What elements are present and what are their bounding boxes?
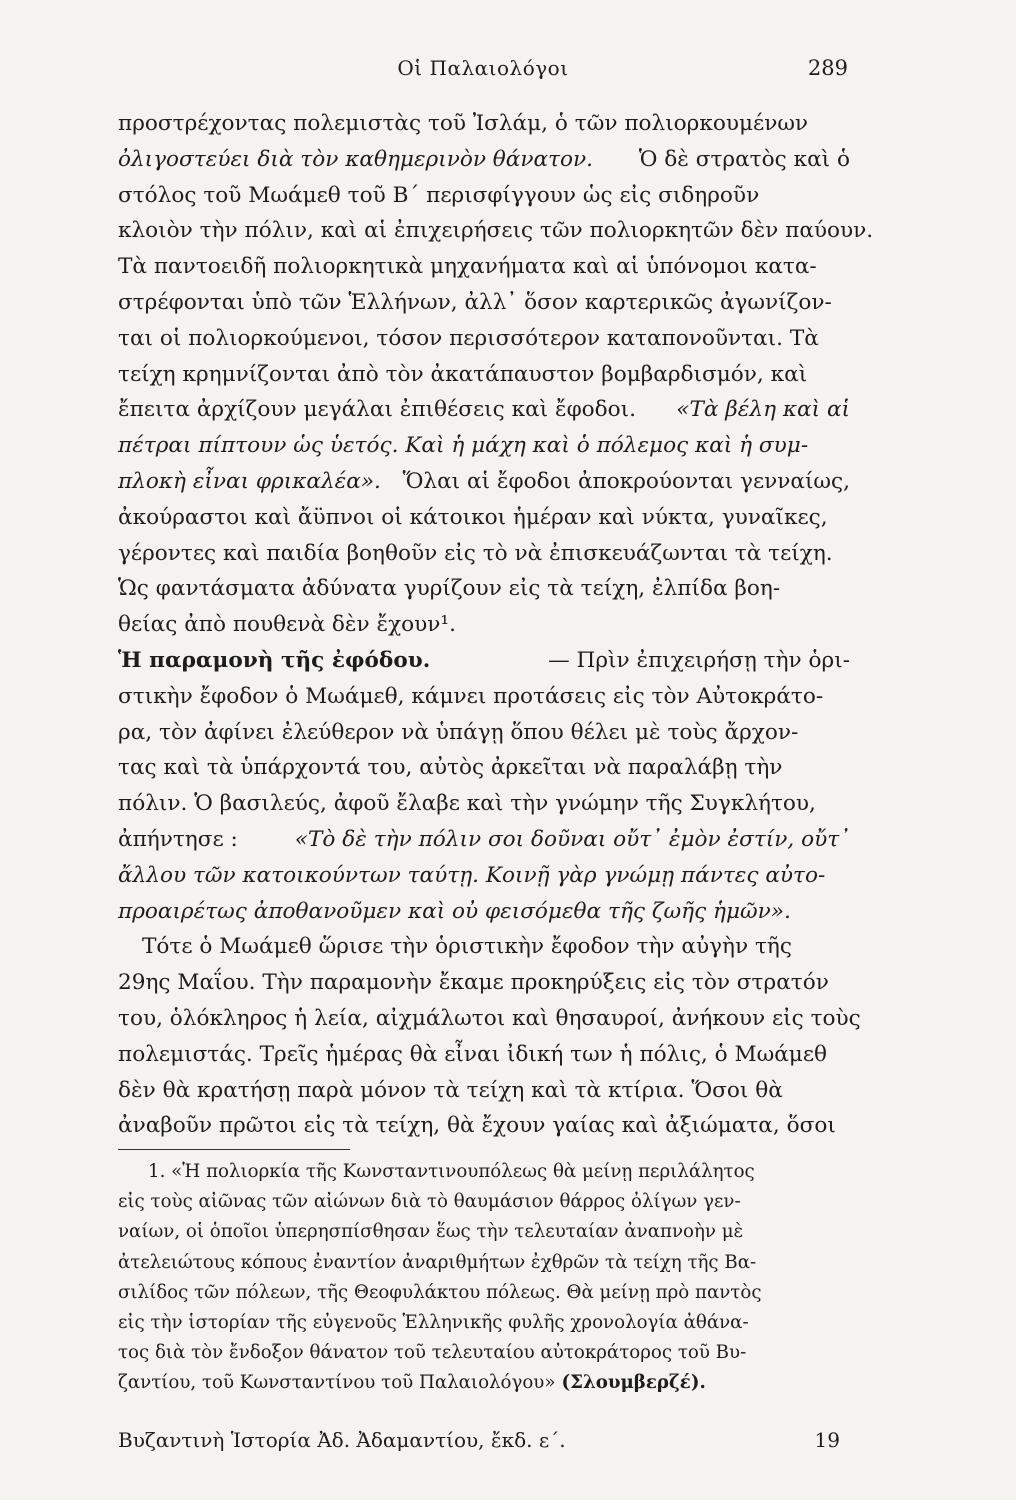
text-line: πέτραι πίπτουν ὡς ὑετός. Καὶ ἡ μάχη καὶ ὁ πόλεμος καὶ ἡ συμ- — [118, 433, 809, 459]
text-line: γέροντες καὶ παιδία βοηθοῦν εἰς τὸ νὰ ἐπισκευάζωνται τὰ τείχη. — [118, 540, 833, 566]
running-head — [118, 56, 848, 90]
text-line: του, ὁλόκληρος ἡ λεία, αἰχμάλωτοι καὶ θησαυροί, ἀνήκουν εἰς τοὺς — [118, 1005, 861, 1031]
text-line: Ὡς φαντάσματα ἀδύνατα γυρίζουν εἰς τὰ τείχη, ἐλπίδα βοη- — [118, 576, 781, 602]
footnote-line: 1. «Ἡ πολιορκία τῆς Κωνσταντινουπόλεως θὰ μείνῃ περιλάλητος — [148, 1161, 755, 1182]
text-line: πόλιν. Ὁ βασιλεύς, ἀφοῦ ἔλαβε καὶ τὴν γνώμην τῆς Συγκλήτου, — [118, 791, 816, 817]
footnote-line: σιλίδος τῶν πόλεων, τῆς Θεοφυλάκτου πόλεως. Θὰ μείνῃ πρὸ παντὸς — [118, 1281, 762, 1303]
text-line: ἀπήντησε : «Τὸ δὲ τὴν πόλιν σοι δοῦναι οὔτ᾽ ἐμὸν ἐστίν, οὔτ᾽ — [118, 826, 850, 852]
footnote-source: (Σλουμβερζέ). — [561, 1372, 706, 1394]
page-number: 289 — [807, 56, 848, 80]
text-line: ρα, τὸν ἀφίνει ἐλεύθερον νὰ ὑπάγῃ ὅπου θέλει μὲ τοὺς ἄρχον- — [118, 719, 799, 745]
text-line: κλοιὸν τὴν πόλιν, καὶ αἱ ἐπιχειρήσεις τῶν πολιορκητῶν δὲν παύουν. — [118, 218, 874, 244]
text-line: προστρέχοντας πολεμιστὰς τοῦ Ἰσλάμ, ὁ τῶν πολιορκουμένων — [118, 111, 809, 136]
footnote-line: εἰς τοὺς αἰῶνας τῶν αἰώνων διὰ τὸ θαυμάσιον θάρρος ὀλίγων γεν- — [118, 1191, 741, 1213]
text-line: προαιρέτως ἀποθανοῦμεν καὶ οὐ φεισόμεθα τῆς ζωῆς ἡμῶν». — [118, 898, 791, 924]
text-line: στικὴν ἔφοδον ὁ Μωάμεθ, κάμνει προτάσεις εἰς τὸν Αὐτοκράτο- — [118, 683, 824, 709]
footnote — [118, 1157, 850, 1399]
text-line: τας καὶ τὰ ὑπάρχοντά του, αὐτὸς ἀρκεῖται νὰ παραλάβῃ τὴν — [118, 755, 783, 781]
footnote-line: ναίων, οἱ ὁποῖοι ὑπερησπίσθησαν ἕως τὴν τελευταίαν ἀναπνοὴν μὲ — [118, 1221, 744, 1243]
section-heading-line: Ἡ παραμονὴ τῆς ἐφόδου. — Πρὶν ἐπιχειρήσῃ τὴν ὁρι- — [118, 643, 850, 679]
text-line: ται οἱ πολιορκούμενοι, τόσον περισσότερον καταπονοῦνται. Τὰ — [118, 325, 819, 351]
main-text — [118, 106, 874, 1144]
footnote-line: τος διὰ τὸν ἔνδοξον θάνατον τοῦ τελευταίου αὐτοκράτορος τοῦ Βυ- — [118, 1342, 747, 1364]
page-footer — [118, 1428, 850, 1458]
running-title: Οἱ Παλαιολόγοι — [397, 56, 569, 80]
text-line: Τότε ὁ Μωάμεθ ὥρισε τὴν ὁριστικὴν ἔφοδον τὴν αὐγὴν τῆς — [142, 934, 792, 960]
footnote-line: ζαντίου, τοῦ Κωνσταντίνου τοῦ Παλαιολόγου» (Σλουμβερζέ). — [118, 1368, 850, 1398]
text-line: 29ης Μαΐου. Τὴν παραμονὴν ἔκαμε προκηρύξεις εἰς τὸν στρατόν — [118, 970, 829, 996]
text-line: πλοκὴ εἶναι φρικαλέα». Ὅλαι αἱ ἔφοδοι ἀποκρούονται γενναίως, — [118, 468, 850, 494]
text-line: θείας ἀπὸ πουθενὰ δὲν ἔχουν¹. — [118, 612, 456, 638]
text-line: Τὰ παντοειδῆ πολιορκητικὰ μηχανήματα καὶ αἱ ὑπόνομοι κατα- — [118, 254, 817, 280]
text-line: στρέφονται ὑπὸ τῶν Ἑλλήνων, ἀλλ᾽ ὅσον καρτερικῶς ἀγωνίζον- — [118, 289, 832, 315]
text-line: ἀκούραστοι καὶ ἄϋπνοι οἱ κάτοικοι ἡμέραν καὶ νύκτα, γυναῖκες, — [118, 504, 828, 530]
footer-book-title: Βυζαντινὴ Ἱστορία Ἀδ. Ἀδαμαντίου, ἔκδ. ε΄. — [118, 1428, 566, 1452]
footnote-line: ἀτελειώτους κόπους ἐναντίον ἀναριθμήτων ἐχθρῶν τὰ τείχη τῆς Βα- — [118, 1251, 757, 1273]
text-line: πολεμιστάς. Τρεῖς ἡμέρας θὰ εἶναι ἰδική των ἡ πόλις, ὁ Μωάμεθ — [118, 1041, 828, 1067]
text-line: ἀναβοῦν πρῶτοι εἰς τὰ τείχη, θὰ ἔχουν γαίας καὶ ἀξιώματα, ὅσοι — [118, 1113, 836, 1139]
text-line: τείχη κρημνίζονται ἀπὸ τὸν ἀκατάπαυστον βομβαρδισμόν, καὶ — [118, 361, 808, 387]
footnote-rule — [118, 1149, 350, 1150]
text-line: ὀλιγοστεύει διὰ τὸν καθημερινὸν θάνατον. Ὁ δὲ στρατὸς καὶ ὁ — [118, 146, 850, 172]
text-line: δὲν θὰ κρατήσῃ παρὰ μόνον τὰ τείχη καὶ τὰ κτίρια. Ὅσοι θὰ — [118, 1077, 783, 1103]
text-line: ἄλλου τῶν κατοικούντων ταύτῃ. Κοινῇ γὰρ γνώμῃ πάντες αὐτο- — [118, 862, 826, 888]
text-line: ἔπειτα ἀρχίζουν μεγάλαι ἐπιθέσεις καὶ ἔφοδοι. «Τὰ βέλη καὶ αἱ — [118, 397, 850, 423]
footnote-line: εἰς τὴν ἱστορίαν τῆς εὐγενοῦς Ἑλληνικῆς φυλῆς χρονολογία ἀθάνα- — [118, 1311, 749, 1333]
section-heading: Ἡ παραμονὴ τῆς ἐφόδου. — [118, 647, 431, 673]
text-line: στόλος τοῦ Μωάμεθ τοῦ Β΄ περισφίγγουν ὡς εἰς σιδηροῦν — [118, 182, 760, 208]
footer-signature: 19 — [814, 1428, 840, 1452]
